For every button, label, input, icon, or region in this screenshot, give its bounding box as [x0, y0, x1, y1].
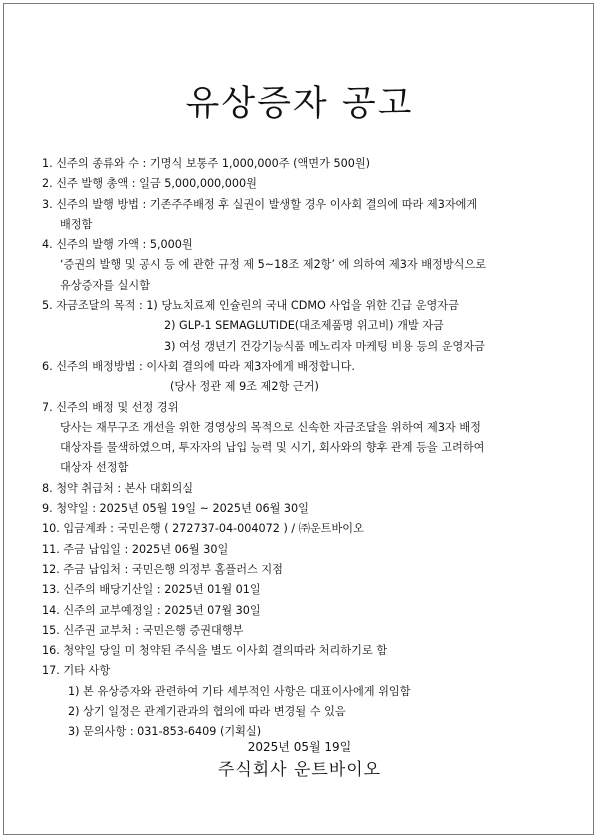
item-17-other-matters: 17. 기타 사항 [42, 664, 111, 678]
item-5-purpose-2: 2) GLP-1 SEMAGLUTIDE(대조제품명 위고비) 개발 자금 [164, 319, 444, 333]
item-4-regulation-note: ‘증권의 발행 및 공시 등 에 관한 규정 제 5~18조 제2항’ 에 의하여 제3자 배정방식으로 [60, 258, 487, 272]
item-5-funding-purpose: 5. 자금조달의 목적 : 1) 당뇨치료제 인슐린의 국내 CDMO 사업을 위한 긴급 운영자금 [42, 299, 459, 313]
notice-date: 2025년 05월 19일 [247, 740, 352, 754]
item-7-background-text-3: 대상자 선정함 [60, 461, 129, 475]
item-5-purpose-3: 3) 여성 갱년기 건강기능식품 메노리자 마케팅 비용 등의 운영자금 [164, 339, 485, 353]
item-17-other-2: 2) 상기 일정은 관계기관과의 협의에 따라 변경될 수 있음 [68, 705, 346, 719]
item-12-payment-place: 12. 주금 납입처 : 국민은행 의정부 홈플러스 지점 [42, 562, 283, 576]
item-4-issue-price: 4. 신주의 발행 가액 : 5,000원 [42, 238, 193, 252]
item-7-allocation-background: 7. 신주의 배정 및 선정 경위 [42, 400, 179, 414]
item-9-subscription-date: 9. 청약일 : 2025년 05월 19일 ~ 2025년 06월 30일 [42, 502, 309, 516]
item-7-background-text-1: 당사는 재무구조 개선을 위한 경영상의 목적으로 신속한 자금조달을 위하여 제3자 배정 [60, 420, 481, 434]
item-8-subscription-office: 8. 청약 취급처 : 본사 대회의실 [42, 481, 194, 495]
item-15-certificate-office: 15. 신주권 교부처 : 국민은행 증권대행부 [42, 623, 244, 637]
item-1-share-type: 1. 신주의 종류와 수 : 기명식 보통주 1,000,000주 (액면가 500원) [42, 157, 370, 170]
item-3-issue-method: 3. 신주의 발행 방법 : 기존주주배정 후 실권이 발생할 경우 이사회 결의에 따라 제3자에게 [42, 197, 478, 211]
item-14-delivery-date: 14. 신주의 교부예정일 : 2025년 07월 30일 [42, 603, 261, 617]
item-13-dividend-start-date: 13. 신주의 배당기산일 : 2025년 01월 01일 [42, 583, 261, 597]
item-6-allocation-method: 6. 신주의 배정방법 : 이사회 결의에 따라 제3자에게 배정합니다. [42, 359, 355, 373]
notice-page [3, 3, 594, 835]
item-6-allocation-basis: (당사 정관 제 9조 제2항 근거) [170, 380, 319, 394]
item-3-issue-method-cont: 배정함 [60, 217, 93, 231]
item-11-payment-date: 11. 주금 납입일 : 2025년 06월 30일 [42, 542, 229, 556]
item-10-deposit-account: 10. 입금계좌 : 국민은행 ( 272737-04-004072 ) / ㈜운트바이오 [42, 522, 364, 536]
item-2-total-amount: 2. 신주 발행 총액 : 일금 5,000,000,000원 [42, 177, 257, 191]
notice-items [42, 154, 572, 743]
company-name: 주식회사 운트바이오 [217, 760, 382, 780]
item-4-regulation-note-cont: 유상증자를 실시함 [60, 278, 151, 292]
page-title: 유상증자 공고 [185, 84, 414, 124]
item-17-other-3: 3) 문의사항 : 031-853-6409 (기획실) [68, 725, 262, 739]
item-17-other-1: 1) 본 유상증자와 관련하여 기타 세부적인 사항은 대표이사에게 위임함 [68, 684, 411, 698]
item-7-background-text-2: 대상자를 물색하였으며, 투자자의 납입 능력 및 시기, 회사와의 향후 관계 등을 고려하여 [60, 441, 485, 455]
item-16-unsubscribed-shares: 16. 청약일 당일 미 청약된 주식을 별도 이사회 결의따라 처리하기로 함 [42, 644, 388, 658]
